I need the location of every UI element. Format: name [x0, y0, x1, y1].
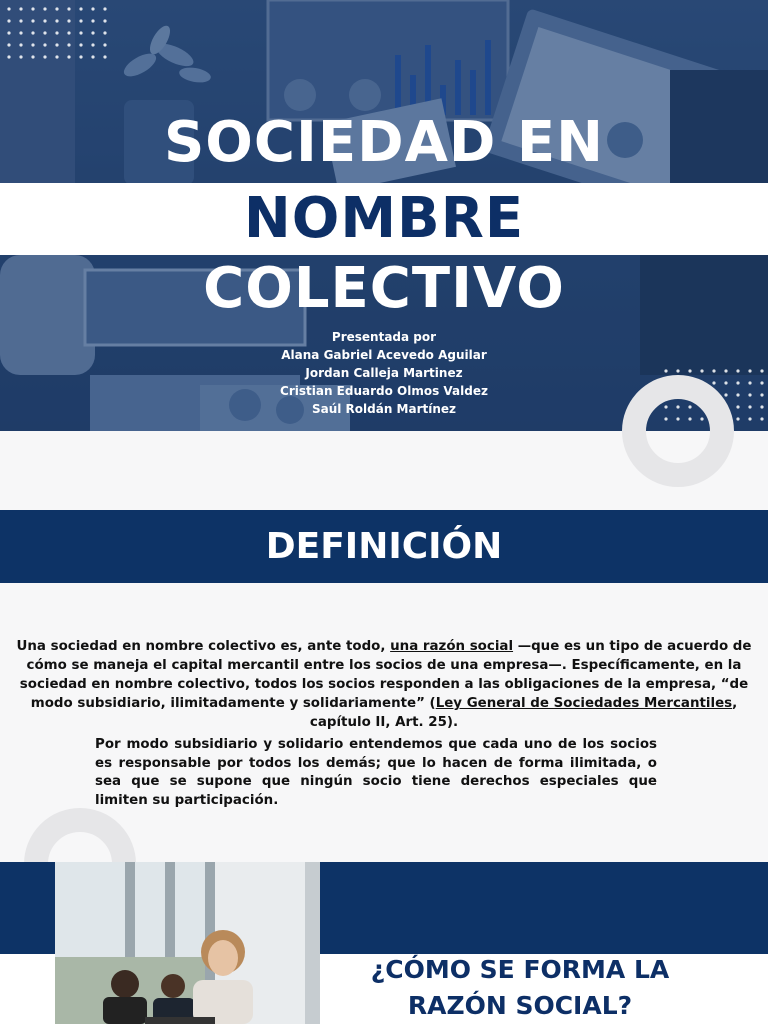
ley-general-link[interactable]: Ley General de Sociedades Mercantiles	[435, 696, 733, 711]
author-name: Alana Gabriel Acevedo Aguilar	[281, 348, 487, 362]
definition-heading: DEFINICIÓN	[265, 526, 503, 567]
ring-decoration-right	[622, 375, 734, 487]
hero-section	[0, 0, 768, 431]
title-line-3: COLECTIVO	[203, 256, 565, 321]
dot-grid-pattern-top	[5, 5, 109, 63]
definition-paragraph-1	[0, 637, 768, 732]
office-people-photo	[55, 862, 320, 1024]
author-name: Jordan Calleja Martinez	[305, 366, 463, 380]
presented-by-label: Presentada por	[331, 330, 437, 344]
section2-question-heading: ¿CÓMO SE FORMA LA RAZÓN SOCIAL?	[370, 955, 670, 1020]
author-name: Cristian Eduardo Olmos Valdez	[280, 384, 488, 398]
paragraph-text: Una sociedad en nombre colectivo es, ante todo,	[16, 639, 391, 654]
title-line-1: SOCIEDAD EN	[163, 110, 605, 175]
author-name: Saúl Roldán Martínez	[311, 402, 457, 416]
paragraph-text: —que es un tipo de acuerdo de cómo se maneja el capital mercantil entre los socios de una empresa—. Específicamente, en la sociedad en nombre colectivo, todos los socios responden a las obligaciones de la empresa, “de modo subsidiario, ilimitadamente y solidariamente” (	[19, 639, 752, 711]
title-line-2: NOMBRE	[243, 186, 525, 251]
paragraph-text: , capítulo II, Art. 25).	[309, 696, 738, 730]
definition-paragraph-2: Por modo subsidiario y solidario entendemos que cada uno de los socios es responsable por todos los demás; que lo hacen de forma ilimitada, o sea que se supone que ningún socio tiene derechos especiales que limiten su participación.	[95, 737, 657, 808]
razon-social-link[interactable]: una razón social	[390, 639, 514, 654]
